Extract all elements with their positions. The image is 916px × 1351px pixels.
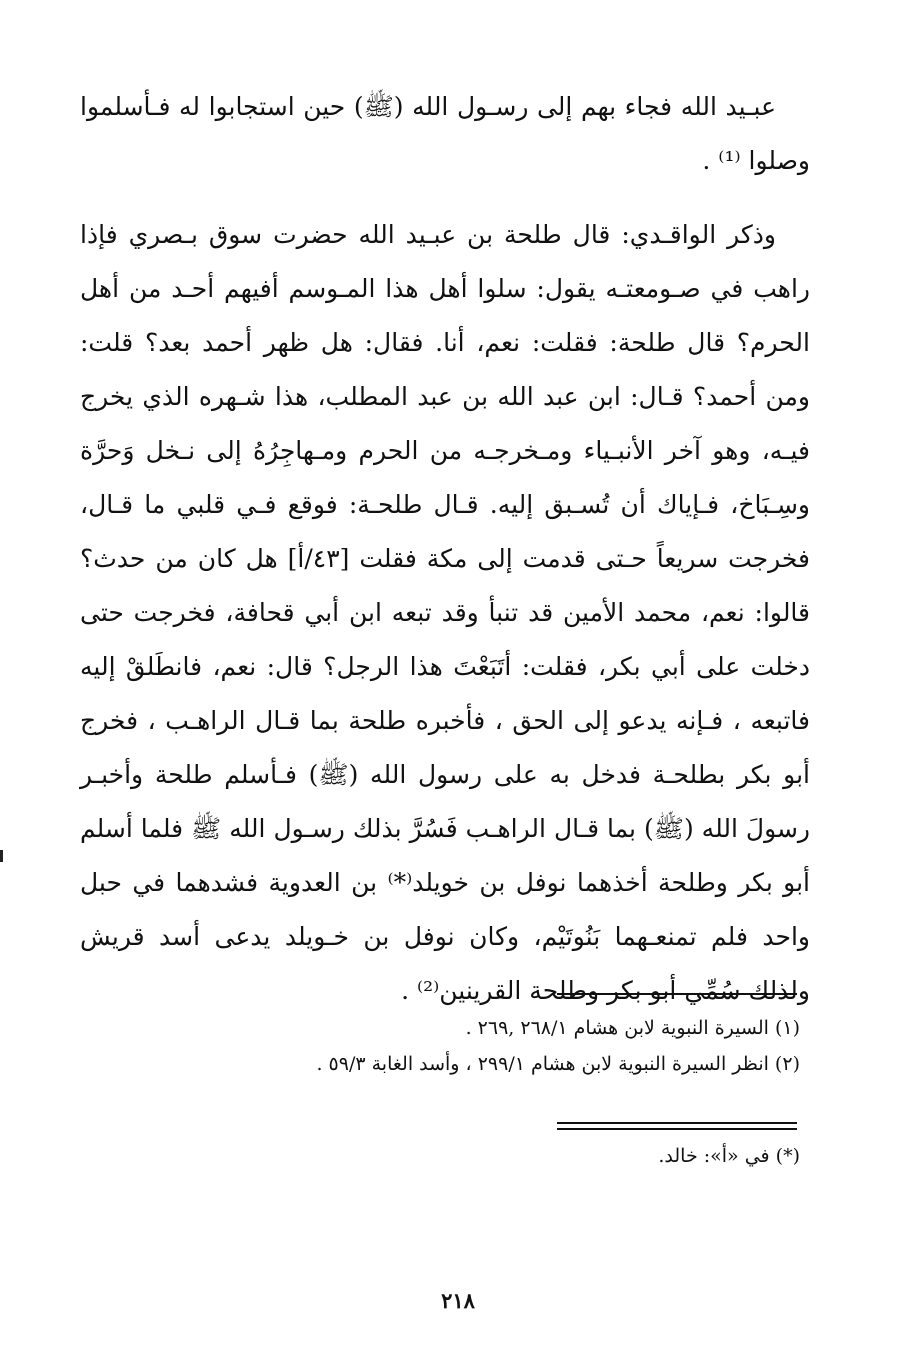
editor-note-separator-top <box>557 1122 797 1124</box>
editor-notes <box>200 1138 800 1174</box>
footnote-1: (١) السيرة النبوية لابن هشام ٢٦٨/١ ,٢٦٩ . <box>465 1017 800 1039</box>
page-number: ٢١٨ <box>441 1288 475 1313</box>
footnote-separator <box>557 993 797 995</box>
paragraph-1: عبـيد الله فجاء بهم إلى رسـول الله (ﷺ) حين استجابوا له فـأسلموا وصلوا ⁽¹⁾ . <box>80 92 810 175</box>
scan-edge-mark <box>0 850 3 862</box>
editor-note-separator-bottom <box>557 1128 797 1130</box>
main-text <box>80 80 810 1018</box>
footnotes <box>200 1010 800 1082</box>
footnote-2: (٢) انظر السيرة النبوية لابن هشام ٢٩٩/١ ، وأسد الغابة ٥٩/٣ . <box>316 1053 800 1075</box>
paragraph-2: وذكر الواقـدي: قال طلحة بن عبـيد الله حضرت سوق بـصري فإذا راهب في صـومعتـه يقول: سلوا أهل هذا المـوسم أفيهم أحـد من أهل الحرم؟ قال طلحة: فقلت: نعم، أنا. فقال: هل ظهر أحمد بعد؟ قلت: ومن أحمد؟ قـال: ابن عبد الله بن عبد المطلب، هذا شـهره الذي يخرج فيـه، وهو آخر الأنبـياء ومـخرجـه من الحرم ومـهاجِرُهُ إلى نـخل وَحرَّة وسِـبَاخ، فـإياك أن تُسـبق إليه. قـال طلحـة: فوقع فـي قلبي ما قـال، فخرجت سريعاً حـتى قدمت إلى مكة فقلت [٤٣/أ] هل كان من حدث؟ قالوا: نعم، محمد الأمين قد تنبأ وقد تبعه ابن أبي قحافة، فخرجت حتى دخلت على أبي بكر، فقلت: أتَبَعْتَ هذا الرجل؟ قال: نعم، فانطَلقْ إليه فاتبعه ، فـإنه يدعو إلى الحق ، فأخبره طلحة بما قـال الراهـب ، فخرج أبو بكر بطلحـة فدخل به على رسول الله (ﷺ) فـأسلم طلحة وأخبـر رسولَ الله (ﷺ) بما قـال الراهـب فَسُرَّ بذلك رسـول الله ﷺ فلما أسلم أبو بكر وطلحة أخذهما نوفل بن خويلد⁽*⁾ بن العدوية فشدهما في حبل واحد فلم تمنعـهما بَنُوتَيْم، وكان نوفل بن خـويلد يدعى أسد قريش ولذلك سُمِّي أبو بكر وطلحة القرينين⁽²⁾ . <box>80 220 810 1005</box>
editor-note: (*) في «أ»: خالد. <box>658 1145 800 1167</box>
